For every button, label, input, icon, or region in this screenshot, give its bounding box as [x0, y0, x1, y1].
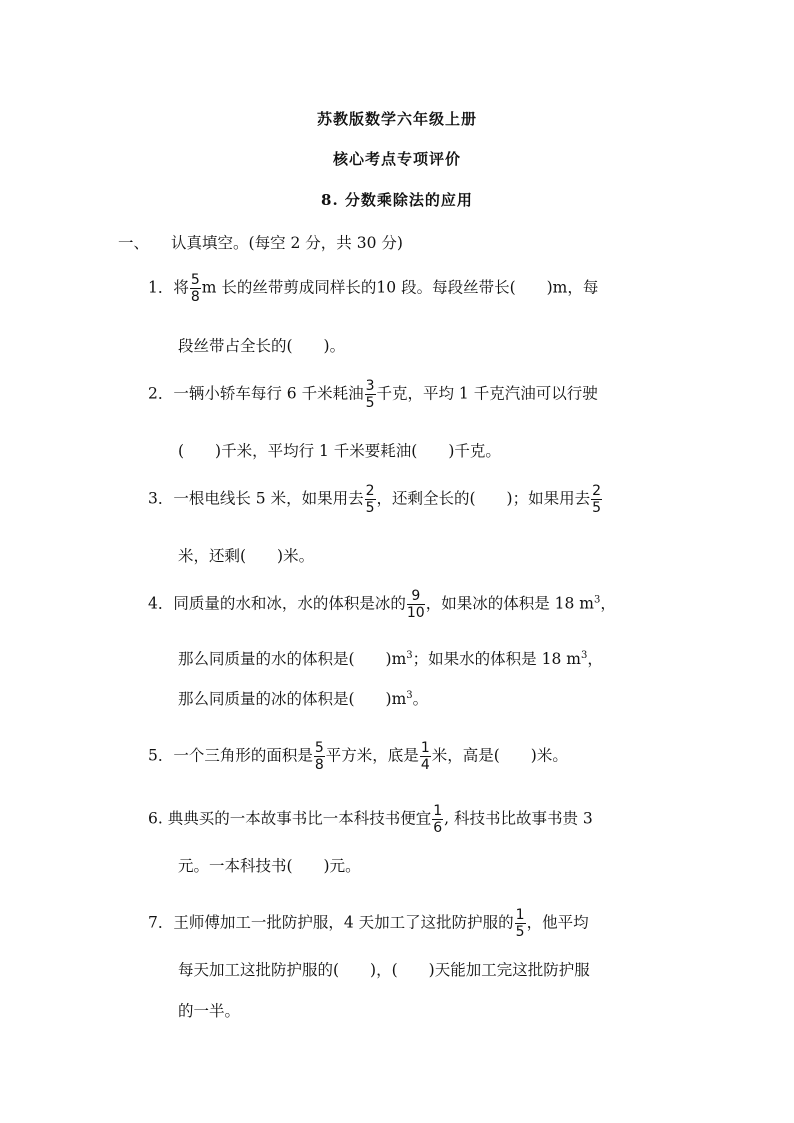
question-5	[148, 740, 568, 773]
q3-text: 3．一根电线长 5 米，如果用去	[148, 489, 364, 508]
question-7	[148, 907, 589, 940]
q6-text: 6. 典典买的一本故事书比一本科技书便宜	[148, 809, 432, 828]
fraction: $\frac{5}{8}$	[190, 272, 200, 305]
question-2-cont: ( )千米，平均行 1 千米要耗油( )千克。	[178, 442, 501, 460]
doc-topic: 8. 分数乘除法的应用	[321, 191, 473, 209]
q4-text: ；如果水的体积是 18 m	[412, 650, 581, 668]
superscript: 3	[593, 594, 601, 606]
question-6	[148, 803, 593, 836]
q7-text: 7．王师傅加工一批防护服，4 天加工了这批防护服的	[148, 913, 514, 932]
question-2	[148, 378, 598, 411]
doc-subtitle: 核心考点专项评价	[332, 150, 461, 168]
q5-text: 5．一个三角形的面积是	[148, 746, 313, 765]
question-1	[148, 272, 598, 305]
q1-text: m 长的丝带剪成同样长的10 段。每段丝带长( )m，每	[201, 278, 599, 297]
section-label: 认真填空。(每空 2 分，共 30 分)	[171, 234, 403, 252]
q6-text: , 科技书比故事书贵 3	[444, 809, 593, 828]
fraction: $\frac{9}{10}$	[406, 588, 425, 621]
q7-text: ，他平均	[526, 913, 589, 932]
question-3	[148, 483, 603, 516]
question-1-cont: 段丝带占全长的( )。	[178, 337, 346, 355]
q5-text: 平方米，底是	[325, 746, 419, 765]
superscript: 3	[406, 649, 413, 661]
q4-text: 4．同质量的水和冰，水的体积是冰的	[148, 594, 406, 613]
q4-text: ，	[587, 650, 603, 668]
q4-text: 。	[412, 690, 429, 708]
q2-text: 2．一辆小轿车每行 6 千米耗油	[148, 384, 364, 403]
superscript: 3	[580, 649, 588, 661]
fraction: $\frac{2}{5}$	[365, 483, 375, 516]
doc-title: 苏教版数学六年级上册	[316, 110, 477, 128]
section-number: 一、	[118, 234, 150, 252]
fraction: $\frac{3}{5}$	[365, 378, 375, 411]
fraction: $\frac{2}{5}$	[592, 483, 602, 516]
question-4-cont2	[178, 688, 428, 710]
q4-text: ，如果冰的体积是 18 m	[425, 594, 594, 613]
question-4-cont	[178, 648, 603, 670]
question-4	[148, 588, 616, 621]
fraction: $\frac{1}{5}$	[515, 907, 525, 940]
q4-text: ，	[600, 594, 616, 613]
question-6-cont: 元。一本科技书( )元。	[178, 857, 361, 875]
section-heading	[118, 232, 403, 254]
question-3-cont: 米，还剩( )米。	[178, 547, 315, 565]
q2-text: 千克，平均 1 千克汽油可以行驶	[376, 384, 598, 403]
q1-text: 1．将	[148, 278, 189, 297]
superscript: 3	[406, 689, 413, 701]
question-7-cont: 每天加工这批防护服的( )，( )天能加工完这批防护服	[178, 961, 590, 979]
q3-text: ，还剩全长的( )；如果用去	[376, 489, 591, 508]
q5-text: 米，高是( )米。	[431, 746, 568, 765]
q4-text: 那么同质量的冰的体积是( )m	[178, 690, 407, 708]
question-7-cont2: 的一半。	[178, 1002, 241, 1020]
fraction: $\frac{1}{4}$	[420, 740, 430, 773]
q4-text: 那么同质量的水的体积是( )m	[178, 650, 407, 668]
fraction: $\frac{1}{6}$	[433, 803, 443, 836]
fraction: $\frac{5}{8}$	[314, 740, 324, 773]
